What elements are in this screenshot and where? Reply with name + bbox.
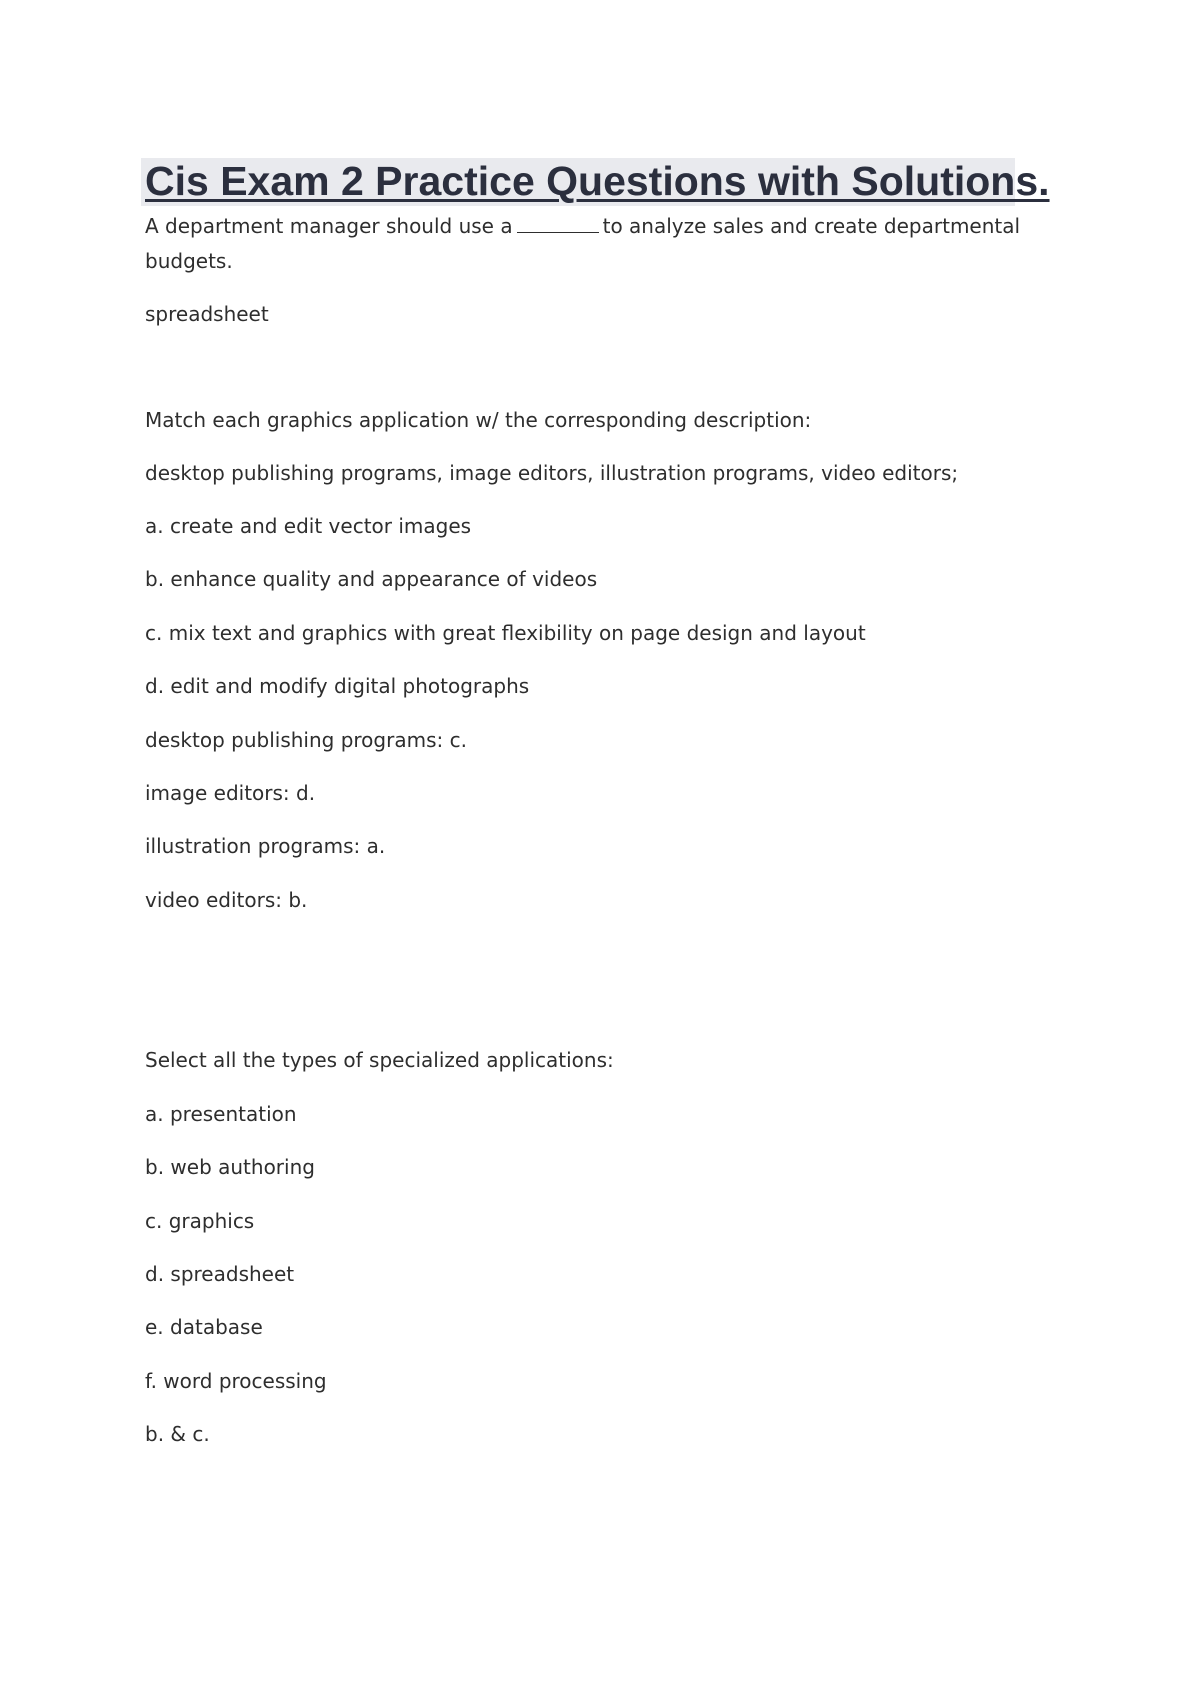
q2-answer: image editors: d. <box>145 781 316 805</box>
q1-answer: spreadsheet <box>145 302 269 326</box>
q1-question-line2: budgets. <box>145 249 233 273</box>
q1-question-part1: A department manager should use a <box>145 214 513 238</box>
q3-option: c. graphics <box>145 1209 255 1233</box>
q1-question-part2: to analyze sales and create departmental <box>602 214 1021 238</box>
q2-answer: video editors: b. <box>145 888 308 912</box>
q2-items: desktop publishing programs, image editors, illustration programs, video editors; <box>145 461 959 485</box>
q2-question: Match each graphics application w/ the corresponding description: <box>145 408 812 432</box>
document-title: Cis Exam 2 Practice Questions with Solutions. <box>145 158 1050 204</box>
q2-option: c. mix text and graphics with great flexibility on page design and layout <box>145 621 866 645</box>
q2-option: b. enhance quality and appearance of videos <box>145 567 598 591</box>
q3-option: e. database <box>145 1315 263 1339</box>
q3-option: a. presentation <box>145 1102 297 1126</box>
q2-option: d. edit and modify digital photographs <box>145 674 530 698</box>
q3-question: Select all the types of specialized applications: <box>145 1048 614 1072</box>
q1-question-line1 <box>145 212 1020 240</box>
q1-blank <box>517 214 599 233</box>
q2-answer: desktop publishing programs: c. <box>145 728 467 752</box>
q2-answer: illustration programs: a. <box>145 834 386 858</box>
q2-option: a. create and edit vector images <box>145 514 472 538</box>
q3-answer: b. & c. <box>145 1422 210 1446</box>
q3-option: b. web authoring <box>145 1155 315 1179</box>
q3-option: f. word processing <box>145 1369 327 1393</box>
q3-option: d. spreadsheet <box>145 1262 295 1286</box>
